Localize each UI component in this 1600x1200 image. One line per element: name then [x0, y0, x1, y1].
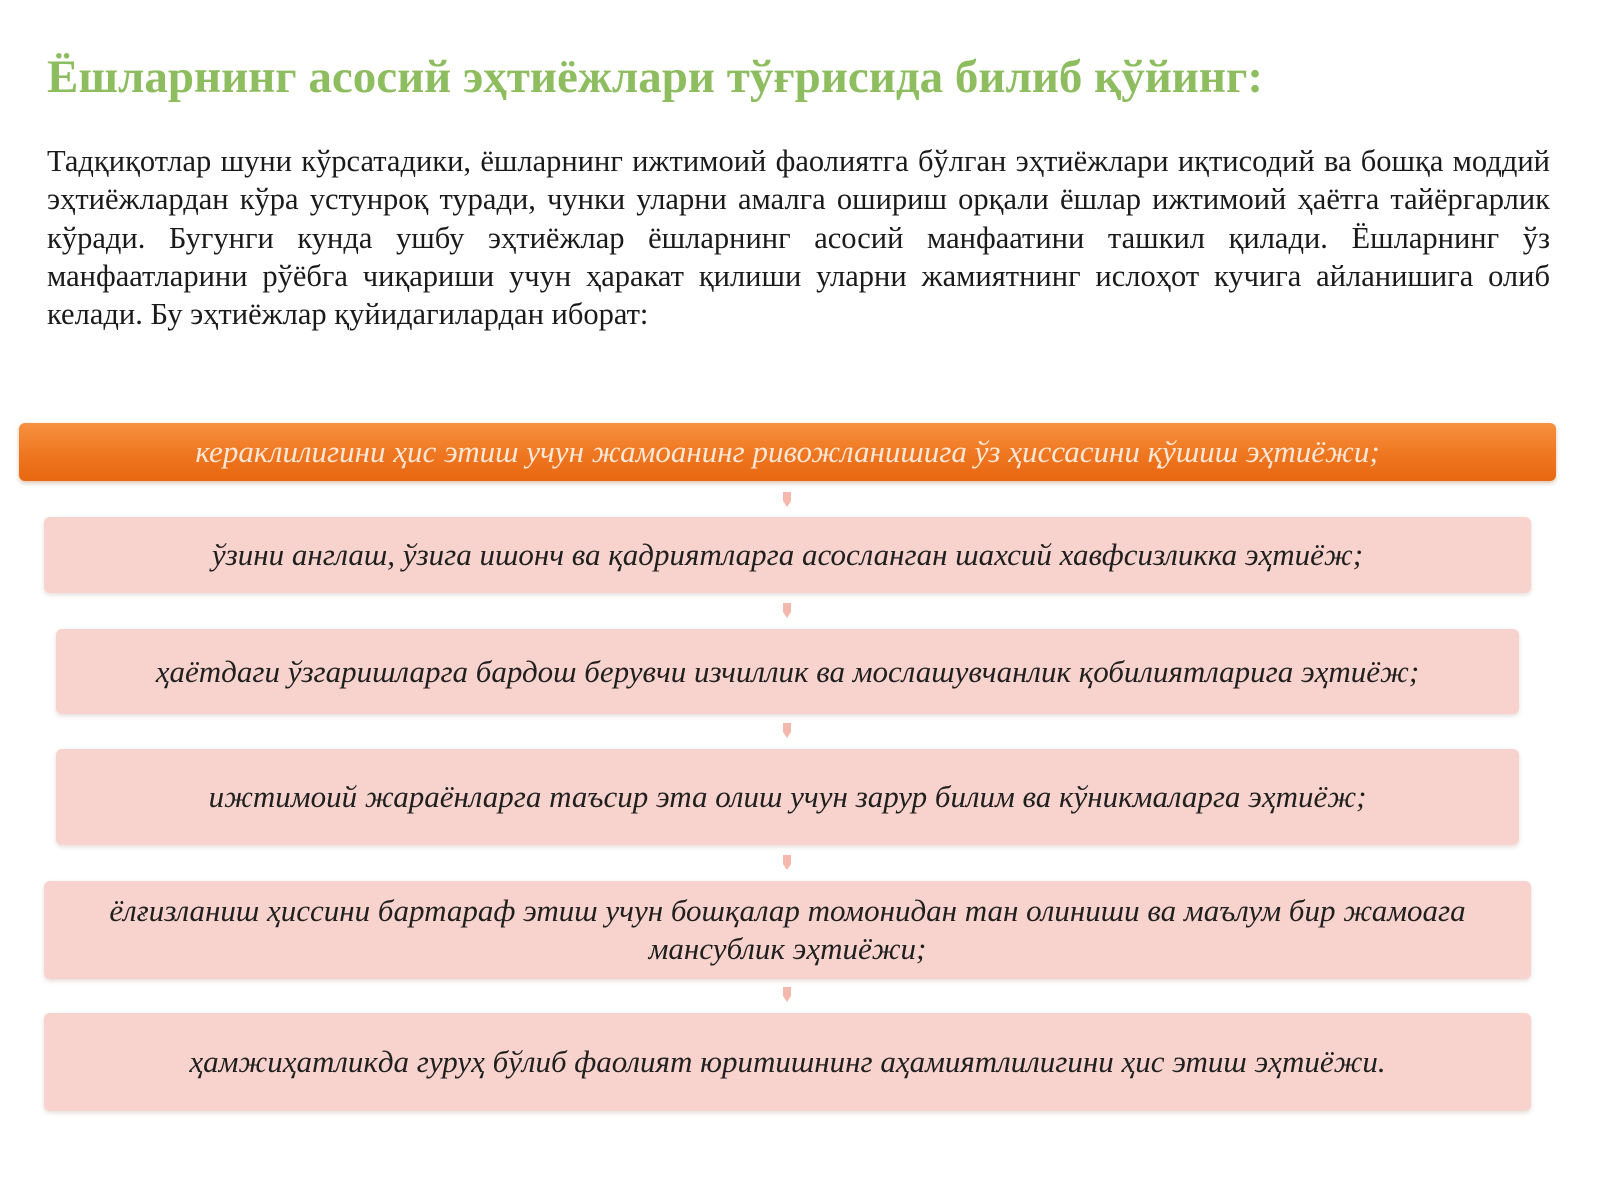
- connector-arrow-icon: [781, 723, 793, 739]
- need-item-6: [44, 1013, 1531, 1111]
- connector-arrow-icon: [781, 855, 793, 871]
- connector-arrow-icon: [781, 987, 793, 1003]
- need-item-4-text: ижтимоий жараёнларга таъсир эта олиш учун зарур билим ва кўникмаларга эҳтиёж;: [208, 779, 1367, 814]
- intro-paragraph: Тадқиқотлар шуни кўрсатадики, ёшларнинг ижтимоий фаолиятга бўлган эҳтиёжлари иқтисодий ва бошқа моддий эҳтиёжлардан кўра устунроқ туради, чунки уларни амалга ошириш орқали ёшлар ижтимоий ҳаётга тайёргарлик кўради. Бугунги кунда ушбу эҳтиёжлар ёшларнинг асосий манфаатини ташкил қилади. Ёшларнинг ўз манфаатларини рўёбга чиқариши учун ҳаракат қилиши уларни жамиятнинг ислоҳот кучига айланишига олиб келади. Бу эҳтиёжлар қуйидагилардан иборат:: [47, 144, 1550, 332]
- need-item-4: [56, 749, 1519, 845]
- need-item-3: [56, 629, 1519, 714]
- need-item-5: [44, 881, 1531, 979]
- connector-arrow-icon: [781, 492, 793, 508]
- need-item-1-text: кераклилигини ҳис этиш учун жамоанинг ривожланишига ўз ҳиссасини қўшиш эҳтиёжи;: [195, 434, 1380, 469]
- need-item-2: [44, 517, 1531, 593]
- need-item-1: [19, 423, 1556, 481]
- need-item-2-text: ўзини англаш, ўзига ишонч ва қадриятларга асосланган шахсий хавфсизликка эҳтиёж;: [211, 537, 1364, 572]
- connector-arrow-icon: [781, 603, 793, 619]
- need-item-6-text: ҳамжиҳатликда гуруҳ бўлиб фаолият юритишнинг аҳамиятлилигини ҳис этиш эҳтиёжи.: [189, 1044, 1386, 1079]
- page-title: Ёшларнинг асосий эҳтиёжлари тўғрисида билиб қўйинг:: [47, 51, 1263, 103]
- need-item-5-text: ёлғизланиш ҳиссини бартараф этиш учун бошқалар томонидан тан олиниши ва маълум бир жамоага мансублик эҳтиёжи;: [109, 893, 1466, 966]
- need-item-3-text: ҳаётдаги ўзгаришларга бардош берувчи изчиллик ва мослашувчанлик қобилиятларига эҳтиёж;: [155, 653, 1420, 689]
